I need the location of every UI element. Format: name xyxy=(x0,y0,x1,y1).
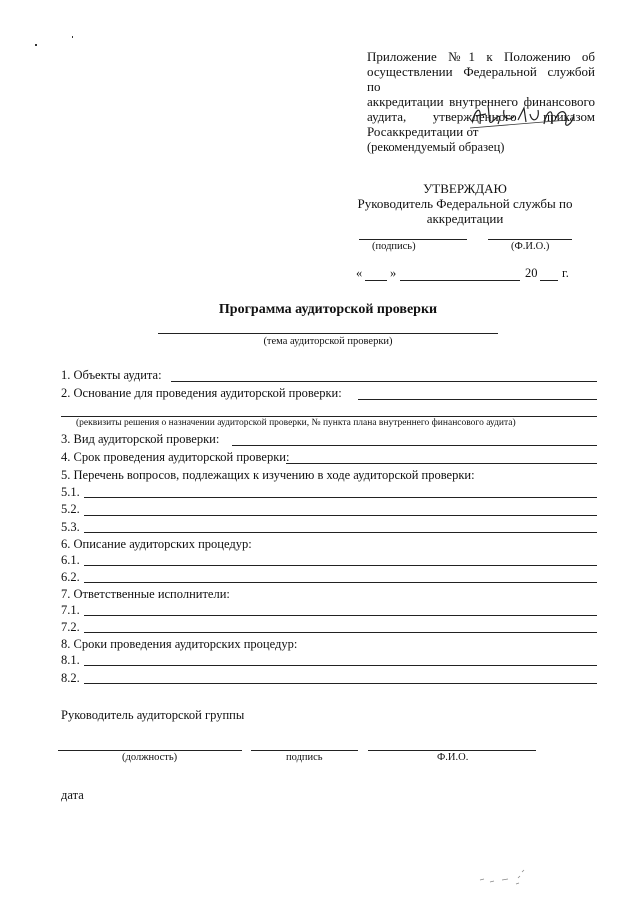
item-label: 6.2. xyxy=(61,570,80,584)
position-caption: (должность) xyxy=(122,752,178,763)
field-line xyxy=(84,532,597,533)
handwritten-order-date-signature xyxy=(468,98,578,134)
field-line xyxy=(232,445,597,446)
section-audit-objects: 1. Объекты аудита: xyxy=(61,368,162,382)
scan-speck xyxy=(35,44,37,46)
field-line xyxy=(84,515,597,516)
section-questions: 5. Перечень вопросов, подлежащих к изучению в ходе аудиторской проверки: xyxy=(61,468,475,482)
approval-position: Руководитель Федеральной службы по xyxy=(357,196,573,211)
section-procedures: 6. Описание аудиторских процедур: xyxy=(61,537,252,551)
section-audit-type: 3. Вид аудиторской проверки: xyxy=(61,432,220,446)
section-responsible: 7. Ответственные исполнители: xyxy=(61,587,230,601)
item-label: 7.2. xyxy=(61,620,80,634)
position-line xyxy=(58,750,242,751)
signature-line xyxy=(251,750,358,751)
field-line xyxy=(84,582,597,583)
field-line xyxy=(61,416,597,417)
item-label: 8.1. xyxy=(61,653,80,667)
signature-caption: подпись xyxy=(286,752,323,763)
approval-date-suffix: г. xyxy=(562,266,569,280)
field-line xyxy=(84,615,597,616)
item-label: 7.1. xyxy=(61,603,80,617)
group-leader-label: Руководитель аудиторской группы xyxy=(61,708,245,722)
section-audit-term: 4. Срок проведения аудиторской проверки: xyxy=(61,450,290,464)
approval-date-year: 20 xyxy=(525,266,538,280)
topic-caption: (тема аудиторской проверки) xyxy=(263,336,393,347)
approval-signature-caption: (подпись) xyxy=(372,241,416,252)
item-label: 5.1. xyxy=(61,485,80,499)
approval-fio-line xyxy=(488,239,572,240)
item-label: 5.2. xyxy=(61,502,80,516)
date-label: дата xyxy=(61,788,84,802)
field-line xyxy=(84,497,597,498)
approval-date-year-line xyxy=(540,280,558,281)
section-audit-basis: 2. Основание для проведения аудиторской проверки: xyxy=(61,386,342,400)
approval-date-close-quote: » xyxy=(390,266,397,280)
approval-fio-caption: (Ф.И.О.) xyxy=(511,241,550,252)
fio-caption: Ф.И.О. xyxy=(437,752,469,763)
approval-date-month-line xyxy=(400,280,520,281)
approval-date-open-quote: « xyxy=(356,266,363,280)
approval-date-day-line xyxy=(365,280,387,281)
section-procedure-terms: 8. Сроки проведения аудиторских процедур: xyxy=(61,637,298,651)
recommended-sample: (рекомендуемый образец) xyxy=(367,140,505,154)
approval-signature-line xyxy=(359,239,467,240)
field-line xyxy=(84,565,597,566)
field-line xyxy=(84,665,597,666)
field-line xyxy=(286,463,597,464)
item-label: 6.1. xyxy=(61,553,80,567)
field-line xyxy=(84,632,597,633)
fio-line xyxy=(368,750,536,751)
field-line xyxy=(84,683,597,684)
approval-title: УТВЕРЖДАЮ xyxy=(423,181,507,196)
scan-marks xyxy=(478,860,538,890)
approval-position: аккредитации xyxy=(426,211,504,226)
approval-block xyxy=(345,181,585,226)
item-label: 5.3. xyxy=(61,520,80,534)
header-line: аккредитации внутреннего финансового xyxy=(367,94,595,109)
topic-line xyxy=(158,333,498,334)
header-line: осуществлении Федеральной службой по xyxy=(367,64,595,94)
header-line: Приложение №1 к Положению об xyxy=(367,49,595,64)
field-line xyxy=(171,381,597,382)
header-line: Росаккредитации от xyxy=(367,124,479,139)
field-line xyxy=(358,399,597,400)
header-line: аудита, утвержденного приказом xyxy=(367,109,595,124)
program-title: Программа аудиторской проверки xyxy=(218,302,438,317)
audit-basis-caption: (реквизиты решения о назначении аудиторской проверки, № пункта плана внутреннего финансового аудита) xyxy=(76,418,516,428)
item-label: 8.2. xyxy=(61,671,80,685)
scan-speck xyxy=(72,36,73,38)
